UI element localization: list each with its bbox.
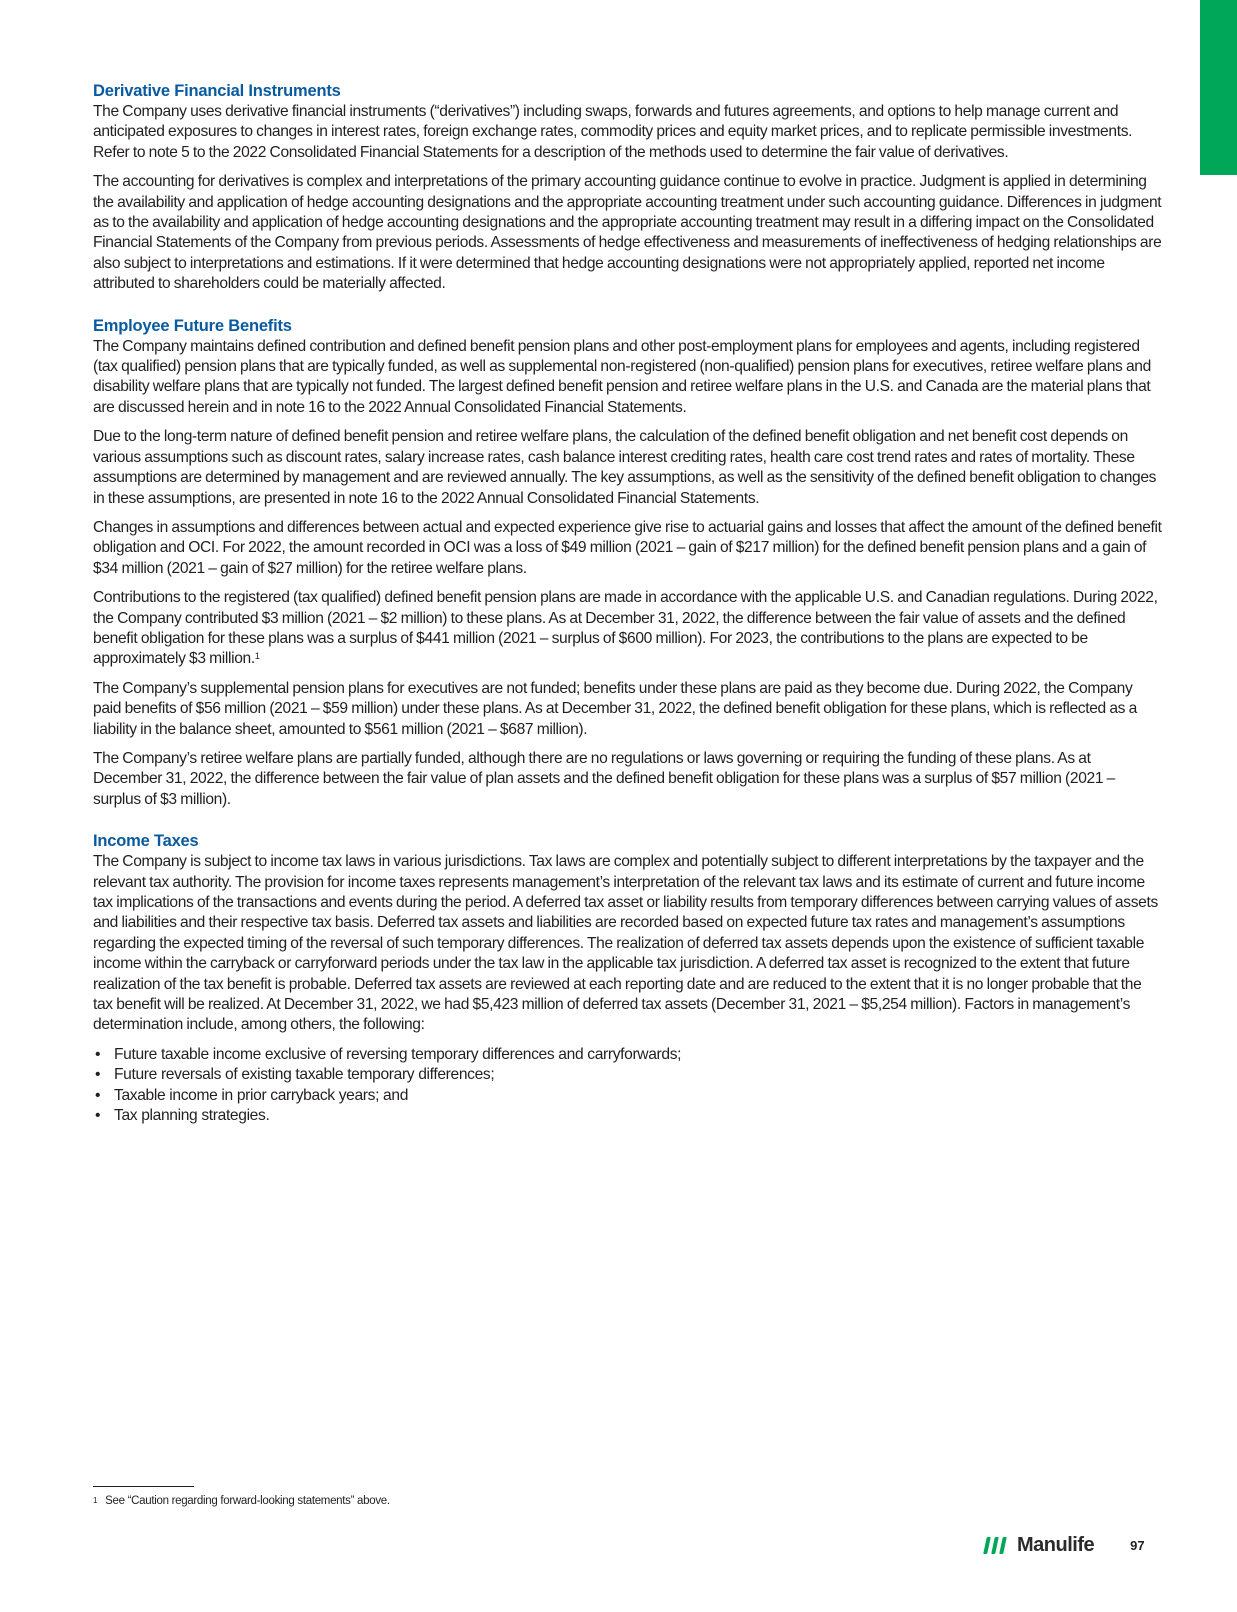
paragraph-text: Contributions to the registered (tax qualified) defined benefit pension plans are made in accordance with the applicable U.S. and Canadian regulations. During 2022, the Company contributed $3 million (2021 – $2 million) to these plans. As at December 31, 2022, the difference between the fair value of assets and the defined benefit obligation for these plans was a surplus of $441 million (2021 – surplus of $600 million). For 2023, the contributions to the plans are expected to be approximately $3 million. [93, 589, 1158, 668]
footnote-number: 1 [93, 1496, 98, 1505]
paragraph: Changes in assumptions and differences between actual and expected experience give rise to actuarial gains and losses that affect the amount of the defined benefit obligation and OCI. For 2022, the amount recorded in OCI was a loss of $49 million (2021 – gain of $217 million) for the defined benefit pension plans and a gain of $34 million (2021 – gain of $27 million) for the retiree welfare plans. [93, 518, 1162, 577]
footnote-divider [93, 1486, 194, 1487]
list-item: • Taxable income in prior carryback years; and [93, 1086, 1163, 1106]
brand-name: Manulife [1017, 1533, 1095, 1556]
paragraph: The Company is subject to income tax laws in various jurisdictions. Tax laws are complex and potentially subject to different interpretations by the taxpayer and the relevant tax authority. The provision for income taxes represents management’s interpretation of the relevant tax laws and its estimate of current and future income tax implications of the transactions and events during the period. A deferred tax asset or liability results from temporary differences between carrying values of assets and liabilities and their respective tax basis. Deferred tax assets and liabilities are recorded based on expected future tax rates and management’s assumptions regarding the expected timing of the reversal of such temporary differences. The realization of deferred tax assets depends upon the existence of sufficient taxable income within the carryback or carryforward periods under the tax law in the applicable tax jurisdiction. A deferred tax asset is recognized to the extent that future realization of the tax benefit is probable. Deferred tax assets are reviewed at each reporting date and are reduced to the extent that it is no longer probable that the tax benefit will be realized. At December 31, 2022, we had $5,423 million of deferred tax assets (December 31, 2021 – $5,254 million). Factors in management’s determination include, among others, the following: [93, 853, 1158, 1034]
section-heading: Employee Future Benefits [93, 316, 292, 335]
page-number: 97 [1130, 1537, 1145, 1553]
footnote [93, 1493, 390, 1509]
paragraph: Due to the long-term nature of defined benefit pension and retiree welfare plans, the calculation of the defined benefit obligation and net benefit cost depends on various assumptions such as discount rates, salary increase rates, cash balance interest crediting rates, health care cost trend rates and rates of mortality. These assumptions are determined by management and are reviewed annually. The key assumptions, as well as the sensitivity of the defined benefit obligation to changes in these assumptions, are presented in note 16 to the 2022 Annual Consolidated Financial Statements. [93, 428, 1157, 507]
paragraph: The Company uses derivative financial instruments (“derivatives”) including swaps, forwards and futures agreements, and options to help manage current and anticipated exposures to changes in interest rates, foreign exchange rates, commodity prices and equity market prices, and to replicate permissible investments. Refer to note 5 to the 2022 Consolidated Financial Statements for a description of the methods used to determine the fair value of derivatives. [93, 103, 1133, 161]
list-item: • Tax planning strategies. [93, 1106, 1163, 1126]
section-color-tab [1200, 0, 1237, 175]
section-income-taxes [93, 830, 1163, 1126]
footnote-reference[interactable]: 1 [254, 651, 260, 662]
list-item: • Future taxable income exclusive of reversing temporary differences and carryforwards; [93, 1045, 1163, 1065]
section-heading: Derivative Financial Instruments [93, 82, 341, 100]
paragraph: The accounting for derivatives is complex and interpretations of the primary accounting guidance continue to evolve in practice. Judgment is applied in determining the availability and application of hedge accounting designations and the appropriate accounting treatment under such accounting guidance. Differences in judgment as to the availability and application of hedge accounting designations and the appropriate accounting treatment may result in a differing impact on the Consolidated Financial Statements of the Company from previous periods. Assessments of hedge effectiveness and measurements of ineffectiveness of hedging relationships are also subject to interpretations and estimations. If it were determined that hedge accounting designations were not appropriately applied, reported net income attributed to shareholders could be materially affected. [93, 173, 1162, 293]
section-employee-future-benefits [93, 315, 1163, 811]
footnote-text: See “Caution regarding forward-looking statements” above. [105, 1495, 390, 1507]
list-item: • Future reversals of existing taxable temporary differences; [93, 1065, 1163, 1085]
manulife-logo-icon [985, 1537, 1005, 1554]
paragraph: The Company maintains defined contribution and defined benefit pension plans and other post-employment plans for employees and agents, including registered (tax qualified) pension plans that are typically funded, as well as supplemental non-registered (non-qualified) pension plans for executives, retiree welfare plans and disability welfare plans that are typically not funded. The largest defined benefit pension and retiree welfare plans in the U.S. and Canada are the material plans that are discussed herein and in note 16 to the 2022 Annual Consolidated Financial Statements. [93, 337, 1151, 416]
page-content [93, 80, 1163, 1146]
paragraph: The Company’s supplemental pension plans for executives are not funded; benefits under these plans are paid as they become due. During 2022, the Company paid benefits of $56 million (2021 – $59 million) under these plans. As at December 31, 2022, the defined benefit obligation for these plans, which is reflected as a liability in the balance sheet, amounted to $561 million (2021 – $687 million). [93, 679, 1137, 738]
section-derivatives [93, 80, 1163, 295]
paragraph [93, 588, 1163, 670]
section-heading: Income Taxes [93, 832, 199, 851]
factors-list [93, 1045, 1163, 1127]
page-footer [985, 1530, 1145, 1560]
paragraph: The Company’s retiree welfare plans are partially funded, although there are no regulations or laws governing or requiring the funding of these plans. As at December 31, 2022, the difference between the fair value of plan assets and the defined benefit obligation for these plans was a surplus of $57 million (2021 – surplus of $3 million). [93, 749, 1115, 808]
